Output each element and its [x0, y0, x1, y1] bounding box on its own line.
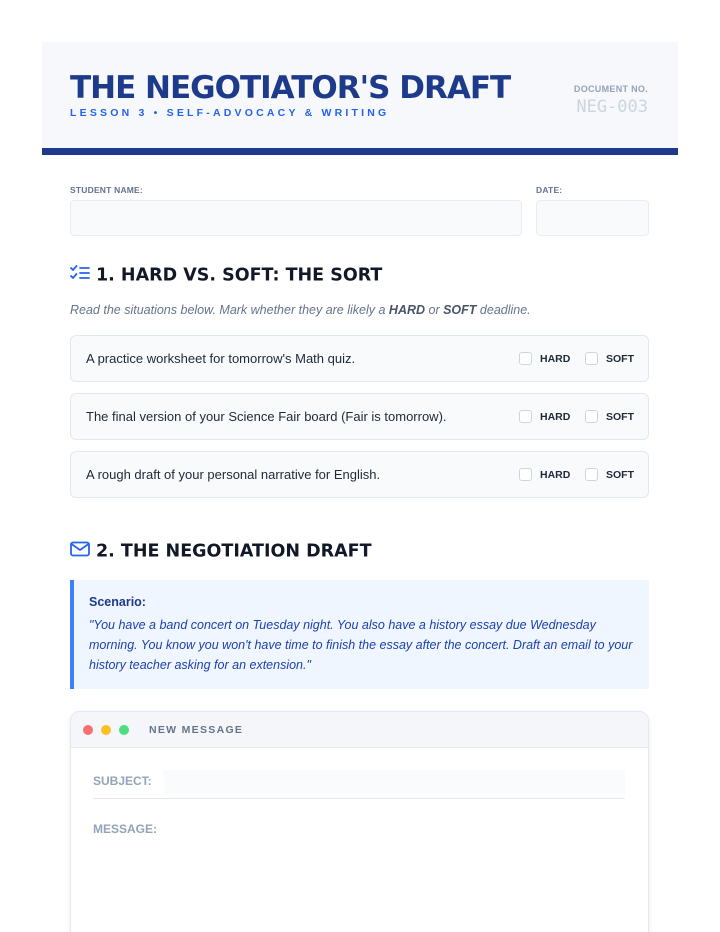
section-2-heading: 2. THE NEGOTIATION DRAFT: [96, 541, 372, 562]
worksheet-page: [42, 42, 678, 932]
section-1-heading: 1. HARD VS. SOFT: THE SORT: [96, 265, 383, 286]
document-number-label: DOCUMENT NO.: [573, 84, 648, 94]
header-divider: [42, 148, 678, 155]
hard-checkbox[interactable]: [519, 468, 532, 481]
subject-input[interactable]: [163, 770, 625, 794]
header: [42, 42, 678, 148]
sort-item: [70, 335, 649, 382]
subject-label: SUBJECT:: [93, 774, 152, 788]
maximize-dot-icon: [119, 725, 129, 735]
email-draft-window: [70, 711, 649, 932]
page-title: THE NEGOTIATOR'S DRAFT: [70, 70, 511, 106]
soft-option[interactable]: [585, 409, 634, 424]
hard-option[interactable]: [519, 351, 570, 366]
checklist-icon: [70, 264, 90, 287]
minimize-dot-icon: [101, 725, 111, 735]
document-number: NEG-003: [576, 97, 648, 117]
sort-item-text: A practice worksheet for tomorrow's Math quiz.: [86, 351, 356, 366]
section-2-title: [70, 541, 372, 562]
sort-item: [70, 393, 649, 440]
hard-option[interactable]: [519, 409, 570, 424]
soft-option[interactable]: [585, 467, 634, 482]
section-1-title: [70, 264, 382, 287]
instructions-hard: HARD: [388, 303, 426, 317]
soft-checkbox[interactable]: [585, 468, 598, 481]
soft-option[interactable]: [585, 351, 634, 366]
email-window-title: NEW MESSAGE: [149, 724, 244, 736]
soft-label: SOFT: [606, 352, 634, 365]
hard-label: HARD: [540, 352, 571, 365]
date-label: DATE:: [536, 185, 563, 195]
student-name-field[interactable]: [70, 200, 522, 236]
scenario-box: [70, 580, 649, 689]
hard-label: HARD: [540, 468, 571, 481]
sort-item-text: A rough draft of your personal narrative for English.: [86, 467, 381, 482]
instructions-suffix: deadline.: [476, 303, 531, 317]
page-subtitle: LESSON 3 • SELF-ADVOCACY & WRITING: [70, 107, 390, 119]
subject-divider: [93, 798, 625, 799]
message-label: MESSAGE:: [93, 822, 158, 836]
message-textarea[interactable]: [93, 842, 625, 932]
instructions-prefix: Read the situations below. Mark whether they are likely a: [70, 303, 389, 317]
hard-checkbox[interactable]: [519, 410, 532, 423]
scenario-text: "You have a band concert on Tuesday night. You also have a history essay due Wednesday morning. You know you won't have time to finish the essay after the concert. Draft an email to your history teacher asking for an extension.": [89, 618, 633, 672]
instructions: [70, 303, 531, 317]
soft-checkbox[interactable]: [585, 410, 598, 423]
close-dot-icon: [83, 725, 93, 735]
soft-label: SOFT: [606, 468, 634, 481]
hard-label: HARD: [540, 410, 571, 423]
sort-item: [70, 451, 649, 498]
soft-checkbox[interactable]: [585, 352, 598, 365]
hard-option[interactable]: [519, 467, 570, 482]
sort-item-text: The final version of your Science Fair board (Fair is tomorrow).: [86, 409, 447, 424]
scenario-title: Scenario:: [89, 595, 146, 609]
student-name-label: STUDENT NAME:: [70, 185, 143, 195]
date-field[interactable]: [536, 200, 649, 236]
email-window-header: [71, 712, 648, 748]
instructions-or: or: [425, 303, 444, 317]
instructions-soft: SOFT: [443, 303, 477, 317]
envelope-icon: [70, 541, 90, 562]
soft-label: SOFT: [606, 410, 634, 423]
hard-checkbox[interactable]: [519, 352, 532, 365]
